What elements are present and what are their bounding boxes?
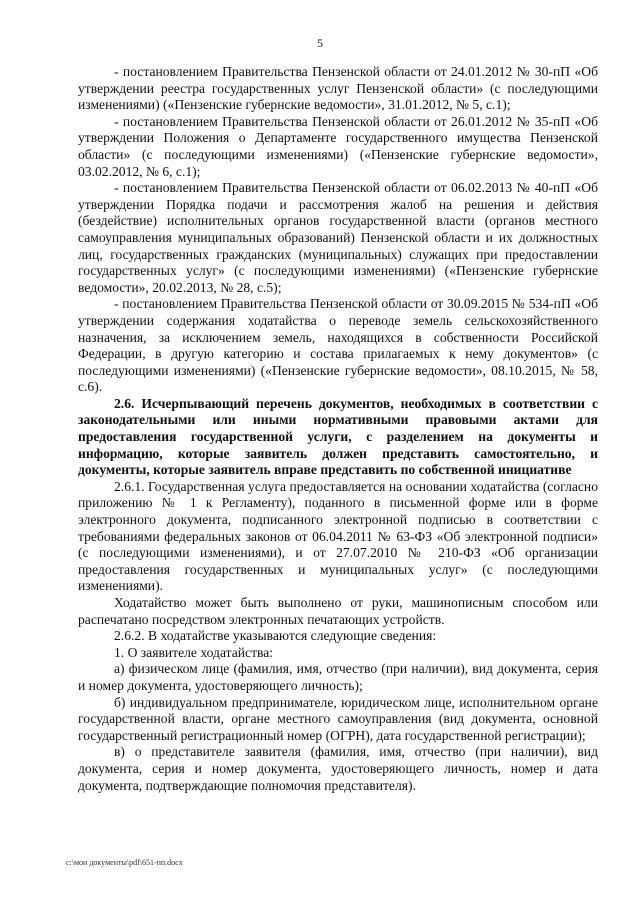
- paragraph-resolution-35pp: - постановлением Правительства Пензенской области от 26.01.2012 № 35-пП «Об утверждении Положения о Департаменте государственного имущества Пензенской области» (с последующими изменениями) («Пензенские губернские ведомости», 03.02.2012, № 6, с.1);: [78, 113, 598, 179]
- list-item-applicant: 1. О заявителе ходатайства:: [114, 644, 274, 660]
- page-number: 5: [317, 36, 323, 50]
- paragraph-2-6-2: 2.6.2. В ходатайстве указываются следующие сведения:: [114, 628, 437, 644]
- section-heading-2-6: 2.6. Исчерпывающий перечень документов, необходимых в соответствии с законодательными или иными нормативными правовыми актами для предоставления государственной услуги, с разделением на документы и информацию, которые заявитель должен представить самостоятельно, и документы, которые заявитель вправе представить по собственной инициативе: [78, 395, 598, 478]
- document-body: [78, 64, 598, 794]
- paragraph-resolution-534pp: - постановлением Правительства Пензенской области от 30.09.2015 № 534-пП «Об утверждении содержания ходатайства о переводе земель сельскохозяйственного назначения, за исключением земель, находящихся в собственности Российской Федерации, в другую категорию и состава прилагаемых к нему документов» (с последующими изменениями) («Пензенские губернские ведомости», 08.10.2015, № 58, с.6).: [78, 296, 598, 395]
- list-item-b-entrepreneur: б) индивидуальном предпринимателе, юридическом лице, исполнительном органе государственной власти, органе местного самоуправления (вид документа, основной государственный регистрационный номер (ОГРН), дата государственной регистрации);: [78, 694, 598, 743]
- paragraph-resolution-40pp: - постановлением Правительства Пензенской области от 06.02.2013 № 40-пП «Об утверждении Порядка подачи и рассмотрения жалоб на решения и действия (бездействие) исполнительных органов государственной власти (органов местного самоуправления муниципальных образований) Пензенской области и их должностных лиц, государственных гражданских (муниципальных) служащих при предоставлении государственных услуг» (с последующими изменениями) («Пензенские губернские ведомости», 20.02.2013, № 28, с.5);: [78, 180, 598, 295]
- paragraph-2-6-1: 2.6.1. Государственная услуга предоставляется на основании ходатайства (согласно приложению № 1 к Регламенту), поданного в письменной форме или в форме электронного документа, подписанного электронной подписью в соответствии с требованиями федеральных законов от 06.04.2011 № 63-ФЗ «Об электронной подписи» (с последующими изменениями), и от 27.07.2010 № 210-ФЗ «Об организации предоставления государственных и муниципальных услуг» (с последующими изменениями).: [78, 478, 598, 594]
- paragraph-handwriting-note: Ходатайство может быть выполнено от руки, машинописным способом или распечатано посредством электронных печатающих устройств.: [78, 595, 598, 627]
- list-item-c-representative: в) о представителе заявителя (фамилия, имя, отчество (при наличии), вид документа, серия и номер документа, удостоверяющего личность, номер и дата документа, подтверждающие полномочия представителя).: [78, 744, 598, 793]
- footer-file-path: c:\мои документы\pdf\651-пп.docx: [66, 858, 183, 867]
- paragraph-resolution-30pp: - постановлением Правительства Пензенской области от 24.01.2012 № 30-пП «Об утверждении реестра государственных услуг Пензенской области» (с последующими изменениями) («Пензенские губернские ведомости», 31.01.2012, № 5, с.1);: [78, 64, 598, 113]
- list-item-a-individual: а) физическом лице (фамилия, имя, отчество (при наличии), вид документа, серия и номер документа, удостоверяющего личность);: [78, 661, 598, 693]
